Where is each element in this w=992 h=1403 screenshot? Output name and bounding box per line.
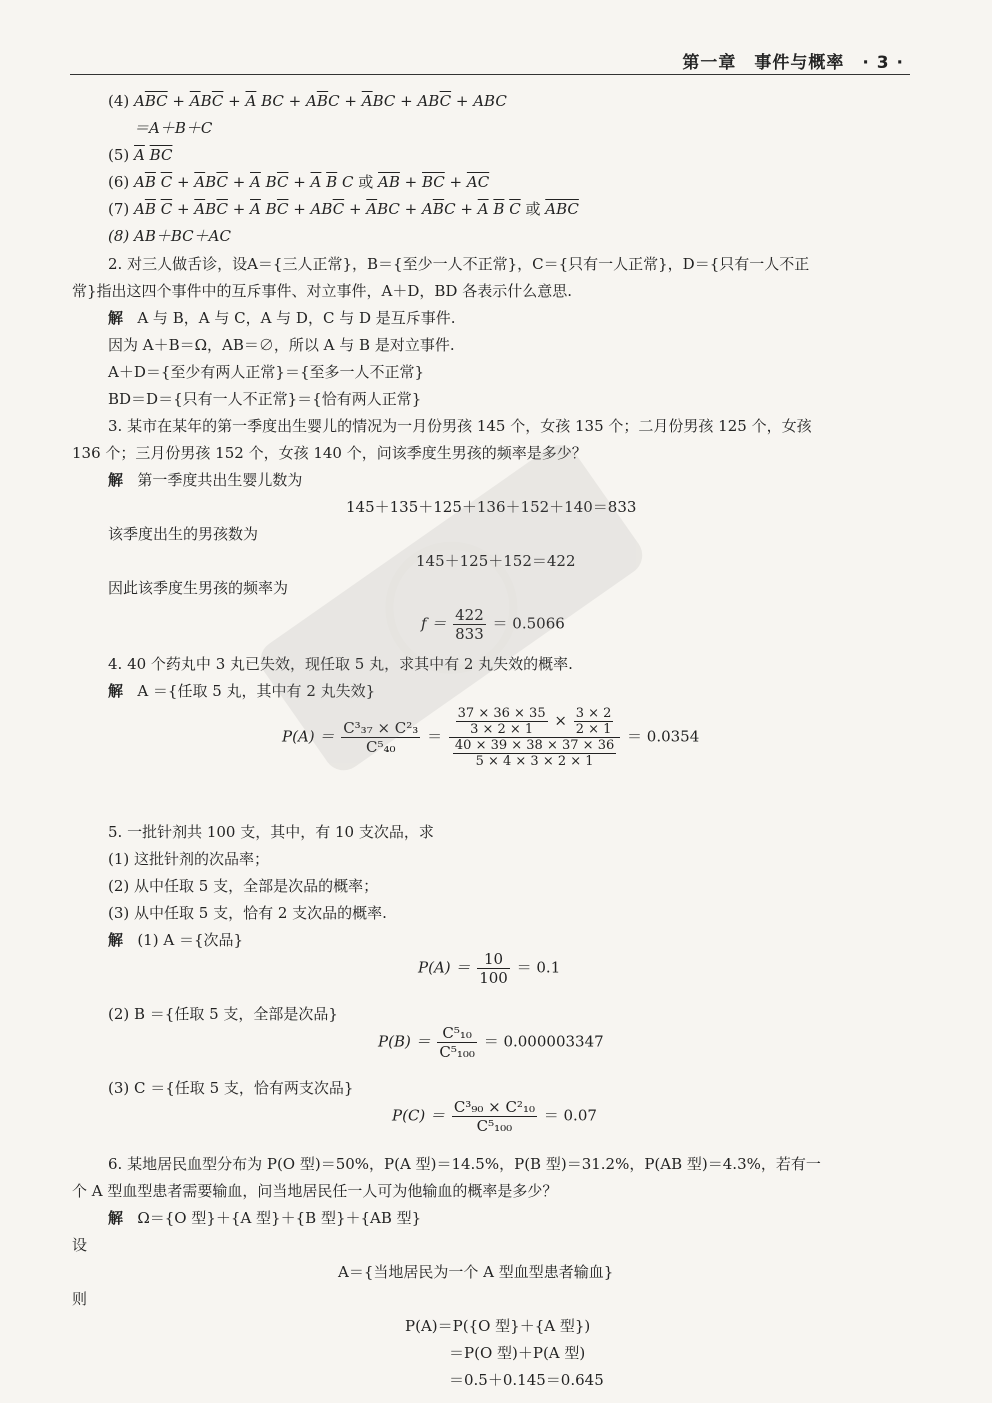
solution-marker: 解 [108, 309, 124, 327]
q1-item7: (7) $A\overline{B}$ $\overline{C} + \overline{A}B\overline{C} + \overline{A}$ $B\overline{C} + AB\overline{C} + \overline{A}BC + A\overline{B}C + \overline{A}$ $\overline{B}$ $\overline{C}$ 或 $\overline{ABC}$ [108, 200, 579, 218]
q3-frequency-equation: f ＝ $\frac{422}{833}$ ＝ 0.5066 [421, 606, 565, 643]
q1-item6: (6) $A\overline{B}$ $\overline{C} + \overline{A}B\overline{C} + \overline{A}$ $B\overline{C} + \overline{A}$ $\overline{B}$ C 或 $\overline{AB} + \overline{BC} + \overline{AC}$ [108, 173, 490, 191]
q5-solution-c-def: (3) C ＝{任取 5 支，恰有两支次品} [108, 1079, 354, 1097]
q1-item4-line2: ＝A＋B＋C [134, 119, 213, 137]
q1-item4-formula: $A\overline{BC} + \overline{A}B\overline{C} + \overline{A}$ BC + $A\overline{B}C + \overline{A}BC + AB\overline{C}$ + ABC [134, 92, 507, 110]
q6-question-line2: 个 A 型血型患者需要输血，问当地居民任一人可为他输血的概率是多少？ [72, 1182, 558, 1200]
q5-question: 5. 一批针剂共 100 支，其中，有 10 支次品，求 [108, 823, 434, 841]
q6-question-line1: 6. 某地居民血型分布为 P(O 型)＝50%，P(A 型)＝14.5%，P(B 型)＝31.2%，P(AB 型)＝4.3%，若有一 [108, 1155, 821, 1173]
page-header [70, 46, 910, 75]
q6-then: 则 [72, 1290, 88, 1308]
q3-solution-line1: 解 第一季度共出生婴儿数为 [108, 471, 303, 489]
q3-solution-line3: 因此该季度生男孩的频率为 [108, 579, 289, 597]
solution-marker: 解 [108, 1209, 124, 1227]
q5-part3: (3) 从中任取 5 支，恰有 2 支次品的概率. [108, 904, 387, 922]
q4-solution-line1: 解 A ＝{任取 5 丸，其中有 2 丸失效} [108, 682, 376, 700]
q5-equation-a: P(A) ＝ $\frac{10}{100}$ ＝ 0.1 [418, 950, 561, 987]
chapter-title: 第一章 事件与概率 · 3 · [682, 53, 904, 73]
q4-probability-equation: P(A) ＝ $\frac{\text{C³₃₇ × C²₃}}{\text{C⁵₄₀}}$ ＝ $\frac{37 \times 36 \times 35}{3 \times 2 \times 1}$ × $\frac{3 \times 2}{2 \times 1}$ $\frac{40 \times 39 \times 38 \times 37 \times 36}{5 \times 4 \times 3 \times 2 \times 1}$ ＝ 0.0354 [282, 706, 700, 769]
q1-item5: (5) $\overline{A}$ $\overline{BC}$ [108, 146, 173, 164]
solution-marker: 解 [108, 682, 124, 700]
q5-part1: (1) 这批针剂的次品率； [108, 850, 270, 868]
q5-equation-c: P(C) ＝ $\frac{\text{C³₉₀ × C²₁₀}}{\text{C⁵₁₀₀}}$ ＝ 0.07 [392, 1098, 597, 1135]
q2-solution-line4: BD＝D＝{只有一人不正常}＝{恰有两人正常} [108, 390, 422, 408]
solution-marker: 解 [108, 931, 124, 949]
q6-result-line1: P(A)＝P({O 型}＋{A 型}) [405, 1317, 591, 1335]
q2-question-line2: 常}指出这四个事件中的互斥事件、对立事件，A＋D，BD 各表示什么意思. [72, 282, 572, 300]
q6-let: 设 [72, 1236, 88, 1254]
q1-item4-line1: (4) $A\overline{BC} + \overline{A}B\overline{C} + \overline{A}$ BC + $A\overline{B}C + \overline{A}BC + AB\overline{C}$ + ABC [108, 92, 507, 110]
q2-solution-line1: 解 A 与 B，A 与 C，A 与 D，C 与 D 是互斥事件. [108, 309, 456, 327]
q3-solution-line2: 该季度出生的男孩数为 [108, 525, 259, 543]
combination-fraction: $\frac{\text{C³₃₇ × C²₃}}{\text{C⁵₄₀}}$ [343, 719, 419, 756]
q6-solution-omega: 解 Ω＝{O 型}＋{A 型}＋{B 型}＋{AB 型} [108, 1209, 422, 1227]
q4-question: 4. 40 个药丸中 3 丸已失效，现任取 5 丸，求其中有 2 丸失效的概率. [108, 655, 573, 673]
q6-event-def: A＝{当地居民为一个 A 型血型患者输血} [338, 1263, 614, 1281]
q2-solution-line2: 因为 A＋B＝Ω，AB＝∅，所以 A 与 B 是对立事件. [108, 336, 455, 354]
q3-equation-boys: 145＋125＋152＝422 [416, 552, 576, 570]
solution-marker: 解 [108, 471, 124, 489]
fraction: $\frac{422}{833}$ [455, 606, 484, 643]
q3-question-line2: 136 个；三月份男孩 152 个，女孩 140 个，问该季度生男孩的频率是多少？ [72, 444, 587, 462]
q2-question-line1: 2. 对三人做舌诊，设A＝{三人正常}，B＝{至少一人不正常}，C＝{只有一人正常}，D＝{只有一人不正 [108, 255, 810, 273]
q5-equation-b: P(B) ＝ $\frac{\text{C⁵₁₀}}{\text{C⁵₁₀₀}}$ ＝ 0.000003347 [378, 1024, 604, 1061]
q5-solution-b-def: (2) B ＝{任取 5 支，全部是次品} [108, 1005, 338, 1023]
q5-solution-a-def: 解 (1) A ＝{次品} [108, 931, 244, 949]
q6-result-line3: ＝0.5＋0.145＝0.645 [449, 1371, 604, 1389]
q2-solution-line3: A＋D＝{至少有两人正常}＝{至多一人不正常} [108, 363, 425, 381]
q6-result-line2: ＝P(O 型)＋P(A 型) [449, 1344, 586, 1362]
compound-fraction: $\frac{37 \times 36 \times 35}{3 \times 2 \times 1}$ × $\frac{3 \times 2}{2 \times 1}$ $\frac{40 \times 39 \times 38 \times 37 \times 36}{5 \times 4 \times 3 \times 2 \times 1}$ [449, 706, 620, 769]
q5-part2: (2) 从中任取 5 支，全部是次品的概率； [108, 877, 379, 895]
q1-item8: (8) AB＋BC＋AC [108, 227, 231, 245]
q3-question-line1: 3. 某市在某年的第一季度出生婴儿的情况为一月份男孩 145 个，女孩 135 个；二月份男孩 125 个，女孩 [108, 417, 812, 435]
q1-item5-formula: $\overline{A}$ $\overline{BC}$ [134, 146, 173, 164]
q3-equation-total: 145＋135＋125＋136＋152＋140＝833 [346, 498, 637, 516]
